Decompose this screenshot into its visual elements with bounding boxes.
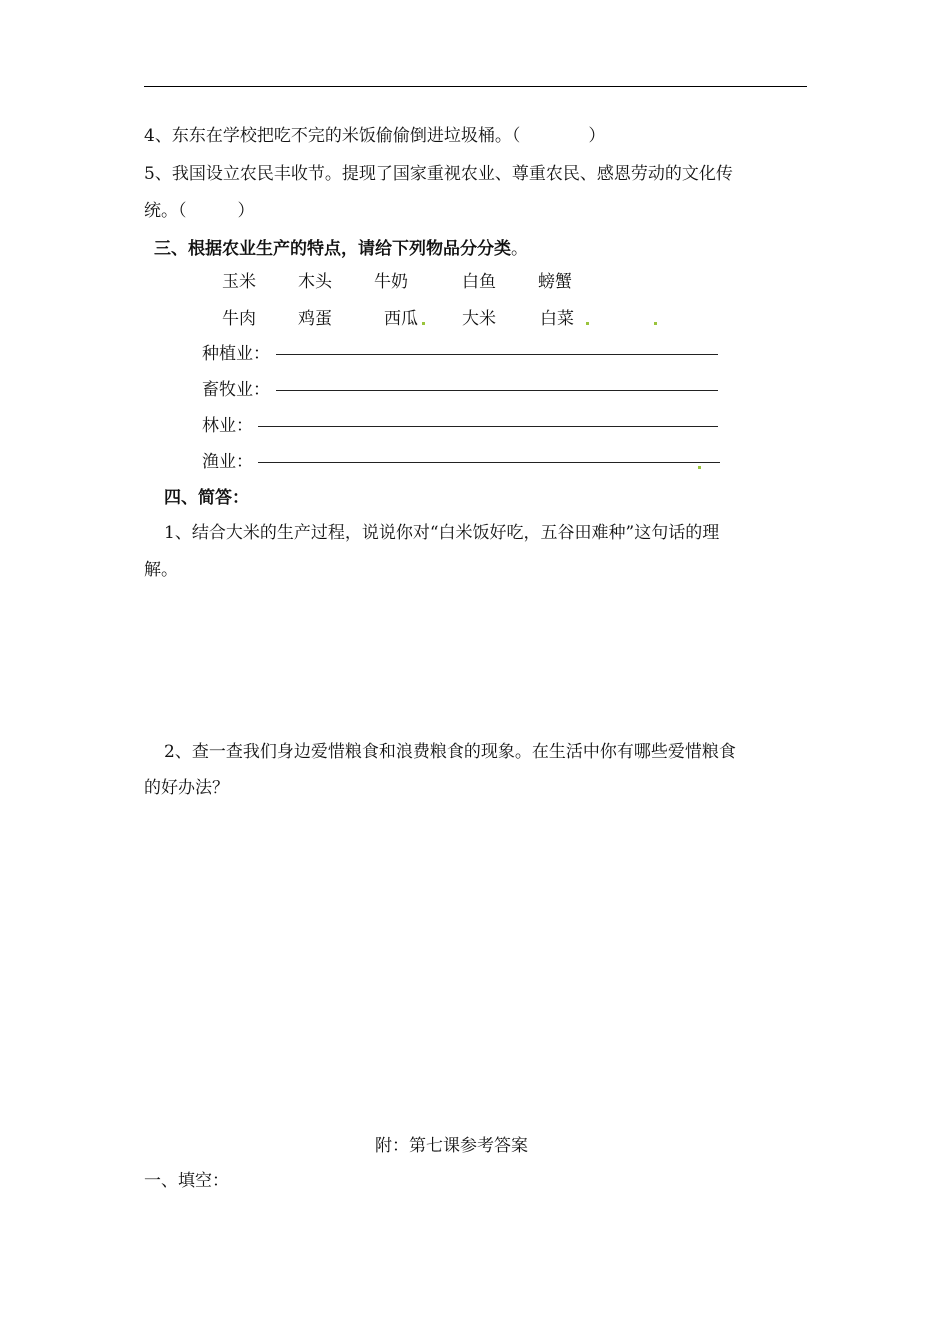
item-corn: 玉米: [222, 272, 256, 292]
mark-dot: [654, 322, 657, 325]
category-livestock-label: 畜牧业：: [202, 380, 270, 400]
answer-line-livestock: [276, 390, 718, 391]
appendix-title: 附：第七课参考答案: [375, 1136, 528, 1156]
short-answer-1-line-2: 解。: [144, 560, 178, 580]
short-answer-2-line-2: 的好办法？: [144, 778, 229, 798]
item-watermelon: 西瓜: [384, 309, 418, 329]
item-beef: 牛肉: [222, 309, 256, 329]
item-white-fish: 白鱼: [462, 272, 496, 292]
question-5-line-1: 5、我国设立农民丰收节。提现了国家重视农业、尊重农民、感恩劳动的文化传: [144, 164, 733, 184]
question-4: 4、东东在学校把吃不完的米饭偷偷倒进垃圾桶。（ ）: [144, 126, 606, 146]
section-3-title-period: 。: [511, 239, 528, 259]
question-5-line-2: 统。（ ）: [144, 201, 255, 221]
appendix-section-1: 一、填空：: [144, 1171, 229, 1191]
item-milk: 牛奶: [374, 272, 408, 292]
mark-dot: [422, 322, 425, 325]
answer-line-forestry: [258, 426, 718, 427]
category-fishery-label: 渔业：: [202, 452, 253, 472]
answer-line-planting: [276, 354, 718, 355]
section-3-title-text: 三、根据农业生产的特点，请给下列物品分分类: [154, 239, 511, 259]
item-crab: 螃蟹: [538, 272, 572, 292]
mark-dot: [698, 466, 701, 469]
category-planting-label: 种植业：: [202, 344, 270, 364]
header-rule: [144, 86, 807, 87]
answer-line-fishery: [258, 462, 720, 463]
short-answer-2-line-1: 2、查一查我们身边爱惜粮食和浪费粮食的现象。在生活中你有哪些爱惜粮食: [164, 742, 736, 762]
short-answer-1-line-1: 1、结合大米的生产过程，说说你对“白米饭好吃，五谷田难种”这句话的理: [164, 523, 720, 543]
section-3-title: [154, 241, 528, 258]
section-4-title: 四、简答：: [164, 488, 249, 508]
item-wood: 木头: [298, 272, 332, 292]
item-rice: 大米: [462, 309, 496, 329]
mark-dot: [586, 322, 589, 325]
category-forestry-label: 林业：: [202, 416, 253, 436]
item-egg: 鸡蛋: [298, 309, 332, 329]
item-cabbage: 白菜: [540, 309, 574, 329]
